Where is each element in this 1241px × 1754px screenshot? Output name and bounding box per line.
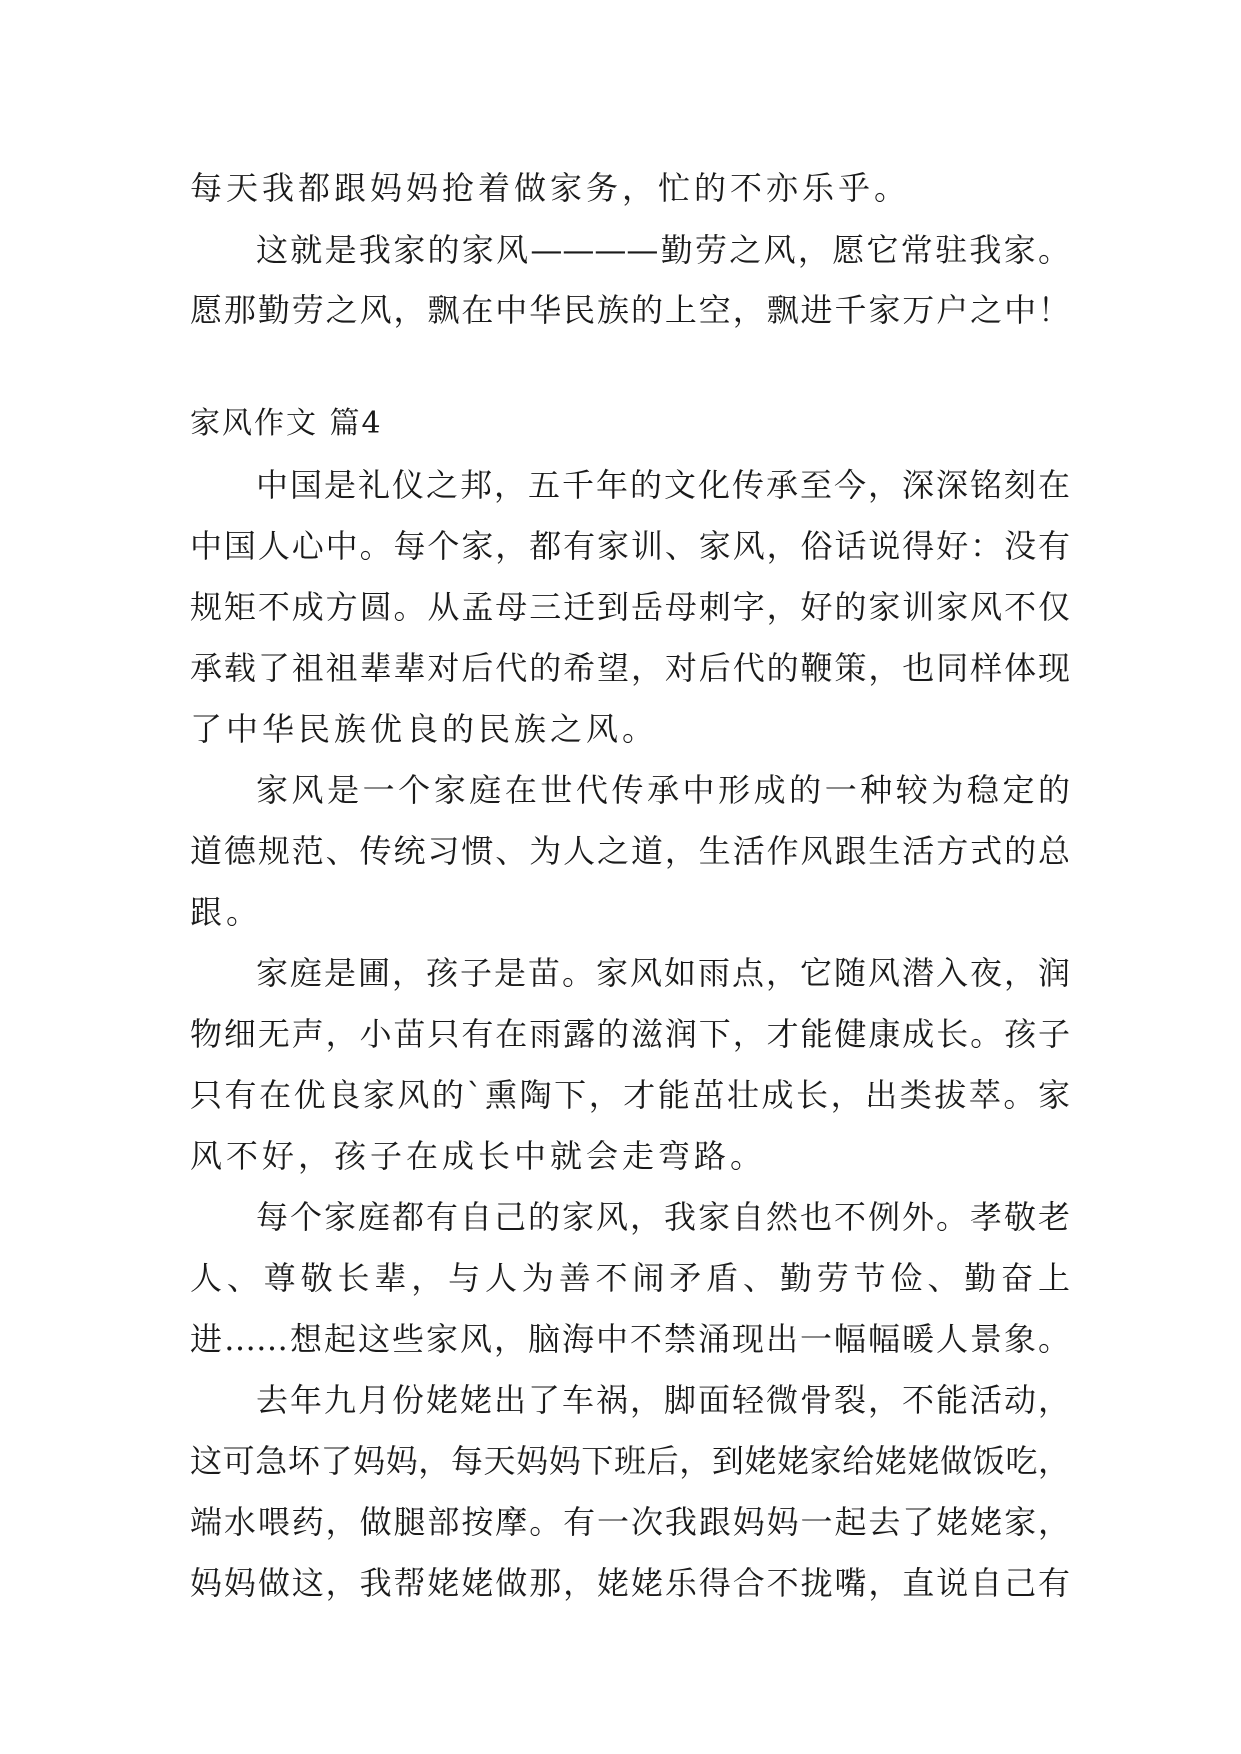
paragraph-line: 中国人心中。每个家，都有家训、家风，俗话说得好：没有 — [190, 527, 1070, 565]
paragraph-line: 每天我都跟妈妈抢着做家务，忙的不亦乐乎。 — [190, 169, 911, 207]
paragraph-line: 风不好，孩子在成长中就会走弯路。 — [190, 1137, 767, 1175]
paragraph-line: 了中华民族优良的民族之风。 — [190, 710, 659, 748]
paragraph-line: 每个家庭都有自己的家风，我家自然也不例外。孝敬老 — [256, 1198, 1070, 1236]
paragraph-line: 人、尊敬长辈，与人为善不闹矛盾、勤劳节俭、勤奋上 — [190, 1259, 1070, 1297]
section-heading: 家风作文 篇4 — [190, 406, 383, 441]
paragraph-line: 端水喂药，做腿部按摩。有一次我跟妈妈一起去了姥姥家， — [190, 1503, 1070, 1541]
paragraph-line: 跟。 — [190, 893, 263, 931]
paragraph-line: 道德规范、传统习惯、为人之道，生活作风跟生活方式的总 — [190, 832, 1070, 870]
paragraph-line: 进……想起这些家风，脑海中不禁涌现出一幅幅暖人景象。 — [190, 1320, 1070, 1358]
paragraph-line: 这就是我家的家风————勤劳之风，愿它常驻我家。 — [256, 231, 1070, 269]
paragraph-line: 家风是一个家庭在世代传承中形成的一种较为稳定的 — [256, 771, 1070, 809]
paragraph-line: 只有在优良家风的`熏陶下，才能茁壮成长，出类拔萃。家 — [190, 1076, 1070, 1114]
paragraph-line: 承载了祖祖辈辈对后代的希望，对后代的鞭策，也同样体现 — [190, 649, 1070, 687]
paragraph-line: 规矩不成方圆。从孟母三迁到岳母刺字，好的家训家风不仅 — [190, 588, 1070, 626]
paragraph-line: 家庭是圃，孩子是苗。家风如雨点，它随风潜入夜，润 — [256, 954, 1070, 992]
paragraph-line: 愿那勤劳之风，飘在中华民族的上空，飘进千家万户之中！ — [190, 291, 1070, 329]
paragraph-line: 物细无声，小苗只有在雨露的滋润下，才能健康成长。孩子 — [190, 1015, 1070, 1053]
paragraph-line: 去年九月份姥姥出了车祸，脚面轻微骨裂，不能活动， — [256, 1381, 1070, 1419]
paragraph-line: 中国是礼仪之邦，五千年的文化传承至今，深深铭刻在 — [256, 466, 1070, 504]
paragraph-line: 妈妈做这，我帮姥姥做那，姥姥乐得合不拢嘴，直说自己有 — [190, 1564, 1070, 1602]
paragraph-line: 这可急坏了妈妈，每天妈妈下班后，到姥姥家给姥姥做饭吃， — [190, 1442, 1070, 1480]
